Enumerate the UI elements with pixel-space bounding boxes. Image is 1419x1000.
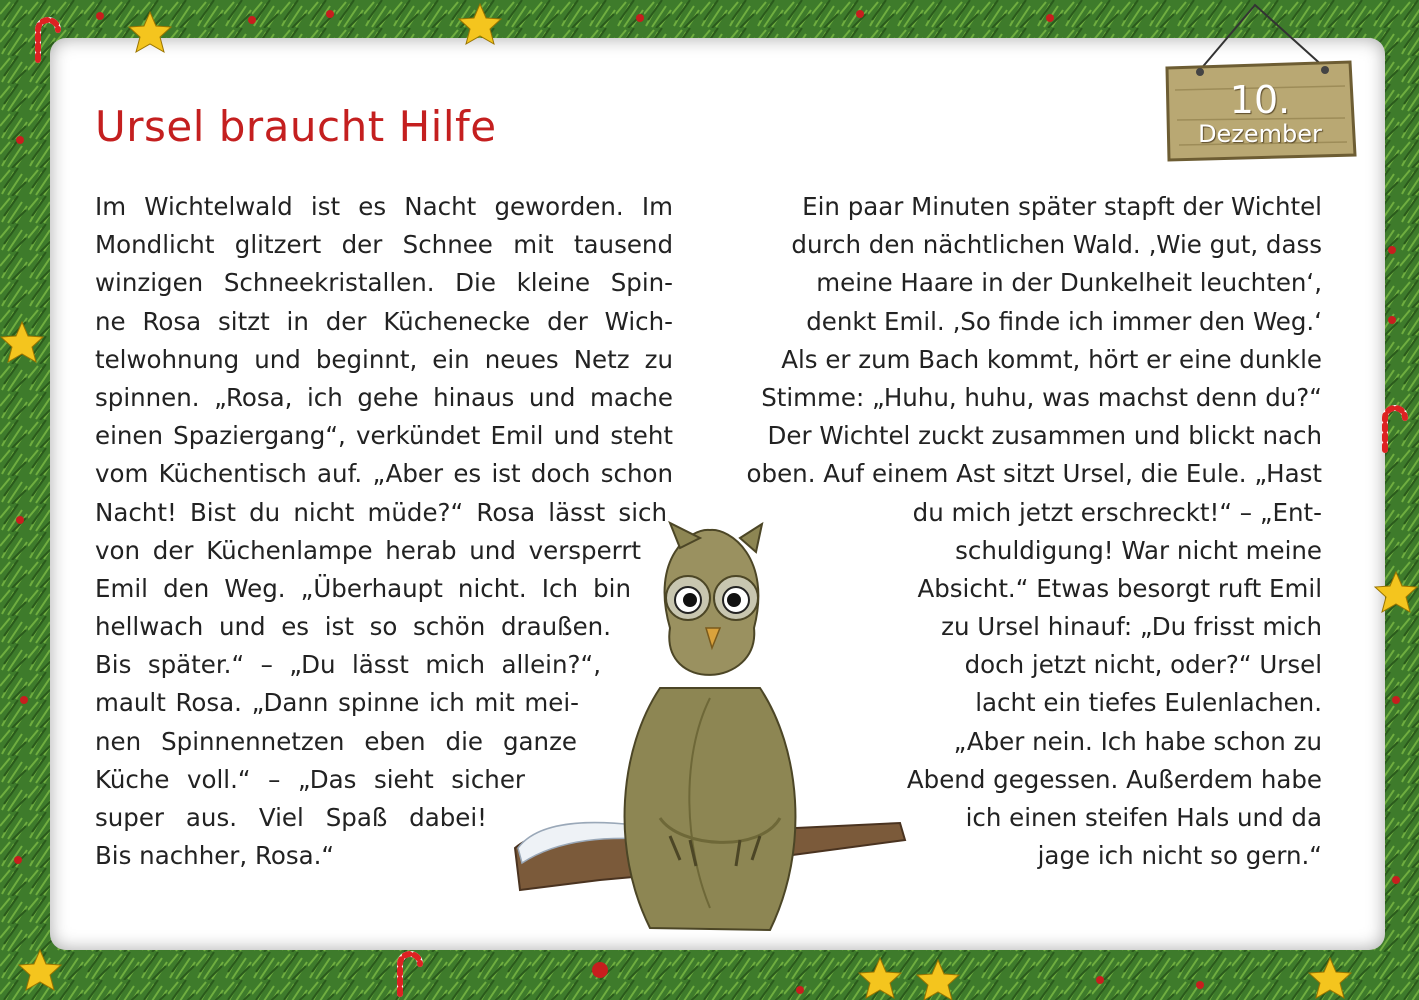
text-line: von der Küchenlampe herab und versperrt [95, 535, 641, 565]
text-line: hellwach und es ist so schön draußen. [95, 612, 611, 642]
star-icon [19, 950, 61, 990]
text-line: Abend gegessen. Außerdem habe [906, 764, 1322, 794]
text-line: Der Wichtel zuckt zusammen und blickt nach [767, 421, 1322, 451]
star-icon [129, 12, 171, 52]
text-line: Mondlicht glitzert der Schnee mit tausend [95, 230, 673, 260]
text-line: super aus. Viel Spaß dabei! [95, 803, 487, 832]
text-line: ne Rosa sitzt in der Küchenecke der Wich- [95, 306, 673, 336]
star-icon [459, 4, 501, 44]
text-line: Nacht! Bist du nicht müde?“ Rosa lässt sich [95, 497, 667, 527]
text-line: spinnen. „Rosa, ich gehe hinaus und mache [95, 382, 673, 412]
text-line: doch jetzt nicht, oder?“ Ursel [964, 650, 1322, 680]
star-icon [859, 958, 901, 998]
text-line: Im Wichtelwald ist es Nacht geworden. Im [95, 192, 673, 221]
text-line: durch den nächtlichen Wald. ‚Wie gut, dass [791, 230, 1322, 260]
star-icon [1309, 958, 1351, 998]
text-line: nen Spinnennetzen eben die ganze [95, 726, 577, 756]
red-berry-icon [96, 12, 104, 20]
text-line: lacht ein tiefes Eulenlachen. [975, 688, 1322, 718]
text-line: Bis nachher, Rosa.“ [95, 841, 335, 871]
text-line: Als er zum Bach kommt, hört er eine dunkle [781, 344, 1322, 374]
text-line: vom Küchentisch auf. „Aber es ist doch schon [95, 459, 673, 489]
text-line: du mich jetzt erschreckt!“ – „Ent- [912, 497, 1322, 527]
text-line: meine Haare in der Dunkelheit leuchten‘, [816, 268, 1322, 298]
text-line: oben. Auf einem Ast sitzt Ursel, die Eule. „Hast [746, 459, 1322, 489]
text-line: schuldigung! War nicht meine [955, 535, 1322, 565]
text-line: einen Spaziergang“, verkündet Emil und steht [95, 421, 673, 451]
text-line: mault Rosa. „Dann spinne ich mit mei- [95, 688, 579, 718]
text-line: Stimme: „Huhu, huhu, was machst denn du?“ [761, 382, 1322, 412]
text-line: zu Ursel hinauf: „Du frisst mich [941, 612, 1322, 642]
sign-month: Dezember [1198, 120, 1322, 148]
star-icon [917, 960, 959, 1000]
text-line: winzigen Schneekristallen. Die kleine Spin- [95, 268, 673, 298]
right-text-column [0, 188, 1322, 875]
text-line: denkt Emil. ‚So finde ich immer den Weg.‘ [806, 306, 1322, 336]
text-line: telwohnung und beginnt, ein neues Netz zu [95, 344, 673, 374]
text-line: Absicht.“ Etwas besorgt ruft Emil [917, 573, 1322, 603]
text-line: Ein paar Minuten später stapft der Wichtel [802, 192, 1322, 221]
text-line: ich einen steifen Hals und da [965, 803, 1322, 832]
text-line: Emil den Weg. „Überhaupt nicht. Ich bin [95, 573, 631, 603]
page-title: Ursel braucht Hilfe [95, 102, 497, 151]
sign-day: 10. [1229, 78, 1291, 122]
text-line: „Aber nein. Ich habe schon zu [953, 726, 1322, 756]
text-line: Bis später.“ – „Du lässt mich allein?“, [95, 650, 601, 680]
text-line: jage ich nicht so gern.“ [1037, 841, 1322, 871]
star-icon [1375, 572, 1417, 612]
text-line: Küche voll.“ – „Das sieht sicher [95, 764, 525, 794]
